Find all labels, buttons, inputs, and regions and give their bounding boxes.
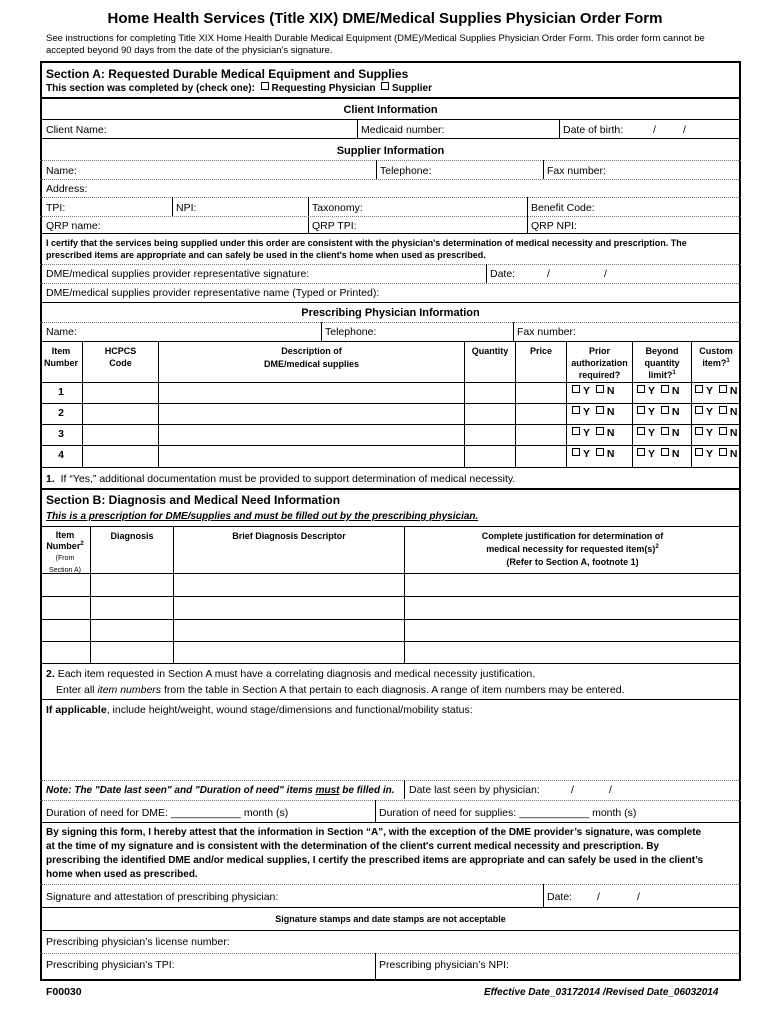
col-item-label-2: Number <box>43 358 78 368</box>
col-desc-label: Description of <box>281 346 342 356</box>
completed-by-line <box>46 82 432 95</box>
col-prior-label-2: authorization <box>571 358 628 368</box>
prior-auth-yn[interactable]: Y N <box>572 448 614 461</box>
footnote-marker: 1 <box>672 370 676 376</box>
duration-supplies-field[interactable]: Duration of need for supplies: ____________ month (s) <box>379 807 637 819</box>
section-b-subheading: This is a prescription for DME/supplies and must be filled out by the prescribing physician. <box>46 511 479 522</box>
client-dob-field[interactable]: Date of birth: <box>563 124 624 136</box>
supplier-name-field[interactable]: Name: <box>46 165 77 177</box>
col-custom-label-1: Custom <box>699 346 733 356</box>
attestation-line-4: home when used as prescribed. <box>46 869 198 880</box>
date-slash: / <box>597 891 600 903</box>
divider <box>40 953 741 954</box>
divider <box>40 302 741 303</box>
supplier-fax-field[interactable]: Fax number: <box>547 165 606 177</box>
custom-item-yn[interactable]: Y N <box>695 406 737 419</box>
beyond-limit-yn[interactable]: Y N <box>637 427 679 440</box>
supplier-qrp-npi-field[interactable]: QRP NPI: <box>531 220 577 232</box>
divider <box>40 699 741 700</box>
form-number: F00030 <box>46 986 82 998</box>
divider <box>321 322 322 341</box>
page-title: Home Health Services (Title XIX) DME/Medical Supplies Physician Order Form <box>107 10 663 27</box>
footnote-2a-text: Each item requested in Section A must have a correlating diagnosis and medical necessity justification. <box>57 668 536 680</box>
b-col-diagnosis-header: Diagnosis <box>110 531 154 541</box>
divider <box>515 341 516 468</box>
physician-option-label: Requesting Physician <box>271 83 376 94</box>
stamps-notice: Signature stamps and date stamps are not acceptable <box>275 914 506 924</box>
note-line <box>46 784 395 797</box>
b-col-just-label-2: medical necessity for requested item(s) <box>486 544 656 554</box>
divider <box>308 197 309 233</box>
divider <box>691 341 692 468</box>
supplier-telephone-field[interactable]: Telephone: <box>380 165 432 177</box>
divider <box>404 526 405 663</box>
divider <box>40 445 741 446</box>
divider <box>357 119 358 138</box>
col-prior-label-3: required? <box>578 370 621 380</box>
physician-info-heading: Prescribing Physician Information <box>301 307 480 319</box>
date-slash: / <box>609 784 612 796</box>
b-col-item-label-2: Number <box>46 541 81 551</box>
divider <box>158 341 159 468</box>
prior-auth-yn[interactable]: Y N <box>572 385 614 398</box>
item-number: 1 <box>58 386 64 398</box>
supplier-taxonomy-field[interactable]: Taxonomy: <box>312 202 363 214</box>
diagnosis-row <box>40 641 741 642</box>
divider <box>376 160 377 179</box>
divider <box>543 884 544 907</box>
item-number: 4 <box>58 449 64 461</box>
col-custom-item-header <box>692 345 740 369</box>
divider <box>375 953 376 979</box>
col-item-header <box>40 345 82 369</box>
physician-fax-field[interactable]: Fax number: <box>517 326 576 338</box>
b-col-item-header <box>40 530 90 576</box>
custom-item-yn[interactable]: Y N <box>695 448 737 461</box>
client-info-heading: Client Information <box>343 104 438 116</box>
divider <box>40 822 741 823</box>
supplier-option-label: Supplier <box>392 83 433 94</box>
footnote-2b <box>56 684 625 697</box>
col-beyond-label-1: Beyond <box>645 346 679 356</box>
col-price-header: Price <box>529 346 553 356</box>
physician-tpi-field[interactable]: Prescribing physician’s TPI: <box>46 959 175 971</box>
b-col-just-label-1: Complete justification for determination of <box>481 531 664 541</box>
physician-npi-field[interactable]: Prescribing physician’s NPI: <box>379 959 509 971</box>
divider <box>486 264 487 283</box>
footnote-1-number: 1. <box>46 473 55 485</box>
divider <box>375 800 376 822</box>
physician-date-field[interactable]: Date: <box>547 891 573 903</box>
supplier-info-heading: Supplier Information <box>336 145 445 157</box>
divider <box>173 526 174 663</box>
divider <box>40 283 741 284</box>
attestation-line-3: prescribing the identified DME and/or medical supplies, I certify the prescribed items are appropriate and can safely be used in the client’s <box>46 855 704 866</box>
divider <box>40 341 741 342</box>
supplier-tpi-field[interactable]: TPI: <box>46 202 66 214</box>
footnote-2b-italic: item numbers <box>97 684 162 696</box>
medicaid-number-field[interactable]: Medicaid number: <box>361 124 445 136</box>
license-number-field[interactable]: Prescribing physician’s license number: <box>46 936 230 948</box>
divider <box>40 573 741 574</box>
b-col-item-label-3: (From <box>55 555 75 562</box>
attestation-line-1: By signing this form, I hereby attest that the information in Section “A”, with the exception of the DME provider’s signature, was complete <box>46 827 702 838</box>
diagnosis-row <box>40 596 741 597</box>
divider <box>82 341 83 468</box>
divider <box>566 341 567 468</box>
supplier-benefit-code-field[interactable]: Benefit Code: <box>531 202 595 214</box>
b-col-brief-descriptor-header: Brief Diagnosis Descriptor <box>232 531 346 541</box>
custom-item-yn[interactable]: Y N <box>695 427 737 440</box>
date-slash: / <box>683 124 686 136</box>
footnote-1-text: If “Yes,” additional documentation must be provided to support determination of medical necessity. <box>60 473 516 485</box>
section-b-heading: Section B: Diagnosis and Medical Need Information <box>46 493 341 507</box>
col-hcpcs-header <box>83 345 158 369</box>
date-slash: / <box>547 268 550 280</box>
divider <box>404 780 405 799</box>
date-slash: / <box>604 268 607 280</box>
col-desc-label-2: DME/medical supplies <box>263 359 360 369</box>
col-beyond-limit-header <box>633 345 691 381</box>
if-applicable-rest: , include height/weight, wound stage/dimensions and functional/mobility status: <box>106 704 473 716</box>
divider <box>40 907 741 908</box>
divider <box>464 341 465 468</box>
b-col-item-label-4: Section A) <box>49 567 81 574</box>
divider <box>40 424 741 425</box>
physician-name-field[interactable]: Name: <box>46 326 77 338</box>
divider <box>40 930 741 931</box>
divider <box>40 138 741 139</box>
divider <box>40 322 741 323</box>
divider <box>559 119 560 138</box>
col-item-label: Item <box>51 346 71 356</box>
intro-line-1: See instructions for completing Title XIX Home Health Durable Medical Equipment (DME)/Medical Supplies Physician Order Form. This order form cannot be <box>46 33 705 44</box>
col-prior-auth-header <box>567 345 632 381</box>
divider <box>40 382 741 383</box>
if-applicable-field[interactable] <box>46 704 473 717</box>
divider <box>90 526 91 663</box>
supplier-checkbox[interactable] <box>381 82 389 90</box>
certification-line-2: prescribed items are appropriate and can safely be used in the client's home when used as prescribed. <box>46 250 486 260</box>
completed-by-label: This section was completed by (check one): <box>46 83 255 94</box>
beyond-limit-yn[interactable]: Y N <box>637 385 679 398</box>
duration-dme-field[interactable]: Duration of need for DME: ____________ month (s) <box>46 807 289 819</box>
divider <box>40 663 741 664</box>
intro-line-2: accepted beyond 90 days from the date of the physician's signature. <box>46 45 333 56</box>
date-slash: / <box>637 891 640 903</box>
custom-item-yn[interactable]: Y N <box>695 385 737 398</box>
divider <box>40 403 741 404</box>
physician-checkbox[interactable] <box>261 82 269 90</box>
client-name-field[interactable]: Client Name: <box>46 124 107 136</box>
rep-name-field[interactable]: DME/medical supplies provider representative name (Typed or Printed): <box>46 287 380 299</box>
item-number: 2 <box>58 407 64 419</box>
footnote-2b-post: from the table in Section A that pertain to each diagnosis. A range of item numbers may be entered. <box>161 684 625 696</box>
supplier-qrp-name-field[interactable]: QRP name: <box>46 220 101 232</box>
footnote-1 <box>46 473 515 486</box>
divider <box>40 233 741 234</box>
physician-telephone-field[interactable]: Telephone: <box>325 326 377 338</box>
divider <box>527 197 528 233</box>
divider <box>40 197 741 198</box>
rep-date-field[interactable]: Date: <box>490 268 516 280</box>
divider <box>40 179 741 180</box>
divider <box>40 467 741 468</box>
section-a-heading: Section A: Requested Durable Medical Equipment and Supplies <box>46 67 409 81</box>
date-slash: / <box>571 784 574 796</box>
note-pre: Note: The "Date last seen" and "Duration of need" items <box>46 785 316 796</box>
divider <box>40 160 741 161</box>
supplier-address-field[interactable]: Address: <box>46 183 88 195</box>
footnote-marker: 2 <box>655 544 659 550</box>
effective-dates: Effective Date_03172014 /Revised Date_06032014 <box>484 987 719 998</box>
b-col-item-label-1: Item <box>55 530 75 540</box>
divider <box>40 119 741 120</box>
col-description-header <box>159 345 464 371</box>
divider <box>40 526 741 527</box>
col-hcpcs-label: HCPCS <box>104 346 137 356</box>
physician-signature-field[interactable]: Signature and attestation of prescribing physician: <box>46 891 279 903</box>
divider <box>513 322 514 341</box>
divider <box>40 216 741 217</box>
divider <box>172 197 173 216</box>
footnote-marker: 1 <box>726 358 730 364</box>
col-beyond-label-2: quantity <box>644 358 680 368</box>
divider <box>40 884 741 885</box>
attestation-line-2: at the time of my signature and is consistent with the determination of the client's current medical necessity and prescription. By <box>46 841 660 852</box>
certification-line-1: I certify that the services being supplied under this order are consistent with the physician's determination of medical necessity and prescription. The <box>46 238 687 248</box>
col-quantity-header: Quantity <box>471 346 509 356</box>
b-col-justification-header <box>405 530 740 569</box>
rep-signature-field[interactable]: DME/medical supplies provider representative signature: <box>46 268 310 280</box>
beyond-limit-yn[interactable]: Y N <box>637 406 679 419</box>
divider <box>40 780 741 781</box>
prior-auth-yn[interactable]: Y N <box>572 406 614 419</box>
supplier-qrp-tpi-field[interactable]: QRP TPI: <box>312 220 357 232</box>
prior-auth-yn[interactable]: Y N <box>572 427 614 440</box>
supplier-npi-field[interactable]: NPI: <box>176 202 197 214</box>
b-col-just-label-3: (Refer to Section A, footnote 1) <box>506 557 639 567</box>
beyond-limit-yn[interactable]: Y N <box>637 448 679 461</box>
divider <box>40 488 741 490</box>
footnote-2-number: 2. <box>46 668 55 680</box>
date-last-seen-field[interactable]: Date last seen by physician: <box>409 784 540 796</box>
divider <box>543 160 544 179</box>
note-must: must <box>315 785 340 796</box>
date-slash: / <box>653 124 656 136</box>
footnote-marker: 2 <box>80 541 84 547</box>
if-applicable-bold: If applicable <box>46 704 107 716</box>
diagnosis-row <box>40 619 741 620</box>
col-prior-label-1: Prior <box>588 346 610 356</box>
col-custom-label-2: item? <box>702 358 727 368</box>
footnote-2b-pre: Enter all <box>56 684 98 696</box>
divider <box>632 341 633 468</box>
footnote-2a <box>46 668 535 681</box>
col-hcpcs-label-2: Code <box>109 358 132 368</box>
divider <box>40 800 741 801</box>
note-post: be filled in. <box>339 785 395 796</box>
item-number: 3 <box>58 428 64 440</box>
divider <box>40 264 741 265</box>
divider <box>40 97 741 99</box>
col-beyond-label-3: limit? <box>648 370 673 380</box>
